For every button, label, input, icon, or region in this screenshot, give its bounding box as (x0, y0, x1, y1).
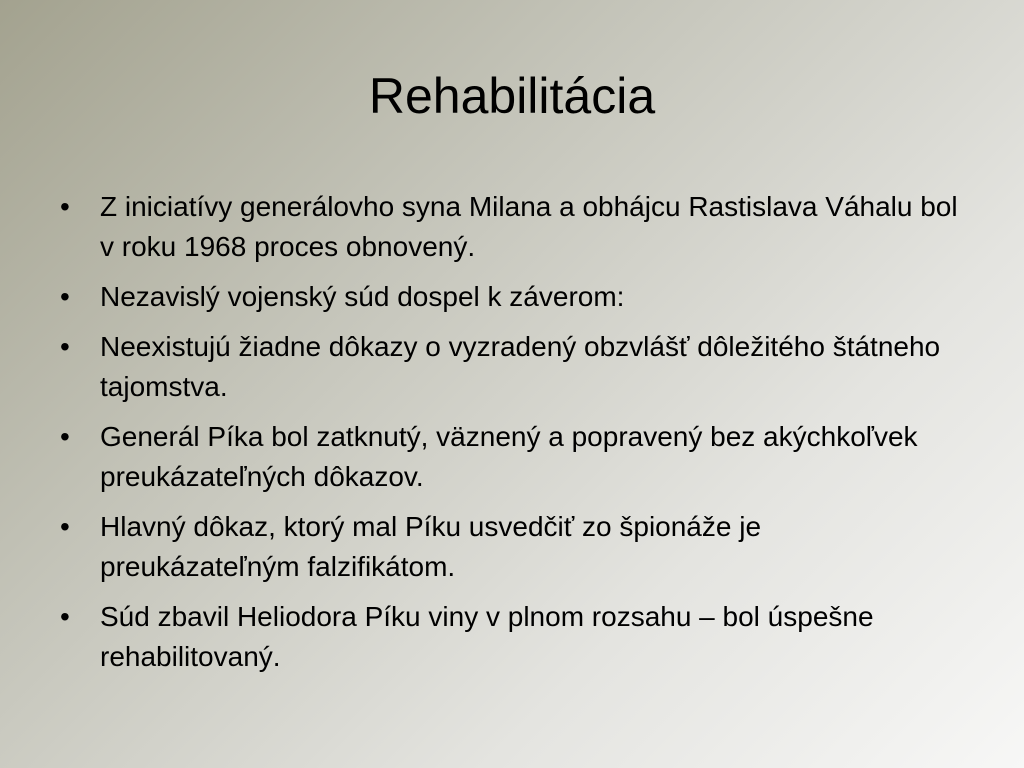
bullet-text: Z iniciatívy generálovho syna Milana a obhájcu Rastislava Váhalu bol v roku 1968 proces obnovený. (100, 191, 958, 262)
list-item (58, 597, 958, 677)
bullet-icon: • (60, 281, 70, 312)
bullet-text: Hlavný dôkaz, ktorý mal Píku usvedčiť zo špionáže je preukázateľným falzifikátom. (100, 511, 762, 582)
list-item (58, 277, 958, 317)
bullet-icon: • (60, 421, 70, 452)
bullet-text: Neexistujú žiadne dôkazy o vyzradený obzvlášť dôležitého štátneho tajomstva. (100, 331, 956, 402)
bullet-text: Generál Píka bol zatknutý, väznený a popravený bez akýchkoľvek preukázateľných dôkazov. (100, 421, 918, 492)
slide-title: Rehabilitácia (368, 68, 656, 124)
list-item (58, 187, 958, 267)
list-item (58, 327, 958, 407)
bullet-icon: • (60, 191, 70, 222)
list-item (58, 507, 958, 587)
bullet-icon: • (60, 601, 70, 632)
bullet-icon: • (60, 331, 70, 362)
bullet-icon: • (60, 511, 70, 542)
list-item (58, 417, 958, 497)
bullet-list (58, 187, 958, 687)
bullet-text: Súd zbavil Heliodora Píku viny v plnom rozsahu – bol úspešne rehabilitovaný. (100, 601, 874, 672)
bullet-text: Nezavislý vojenský súd dospel k záverom: (100, 281, 625, 312)
